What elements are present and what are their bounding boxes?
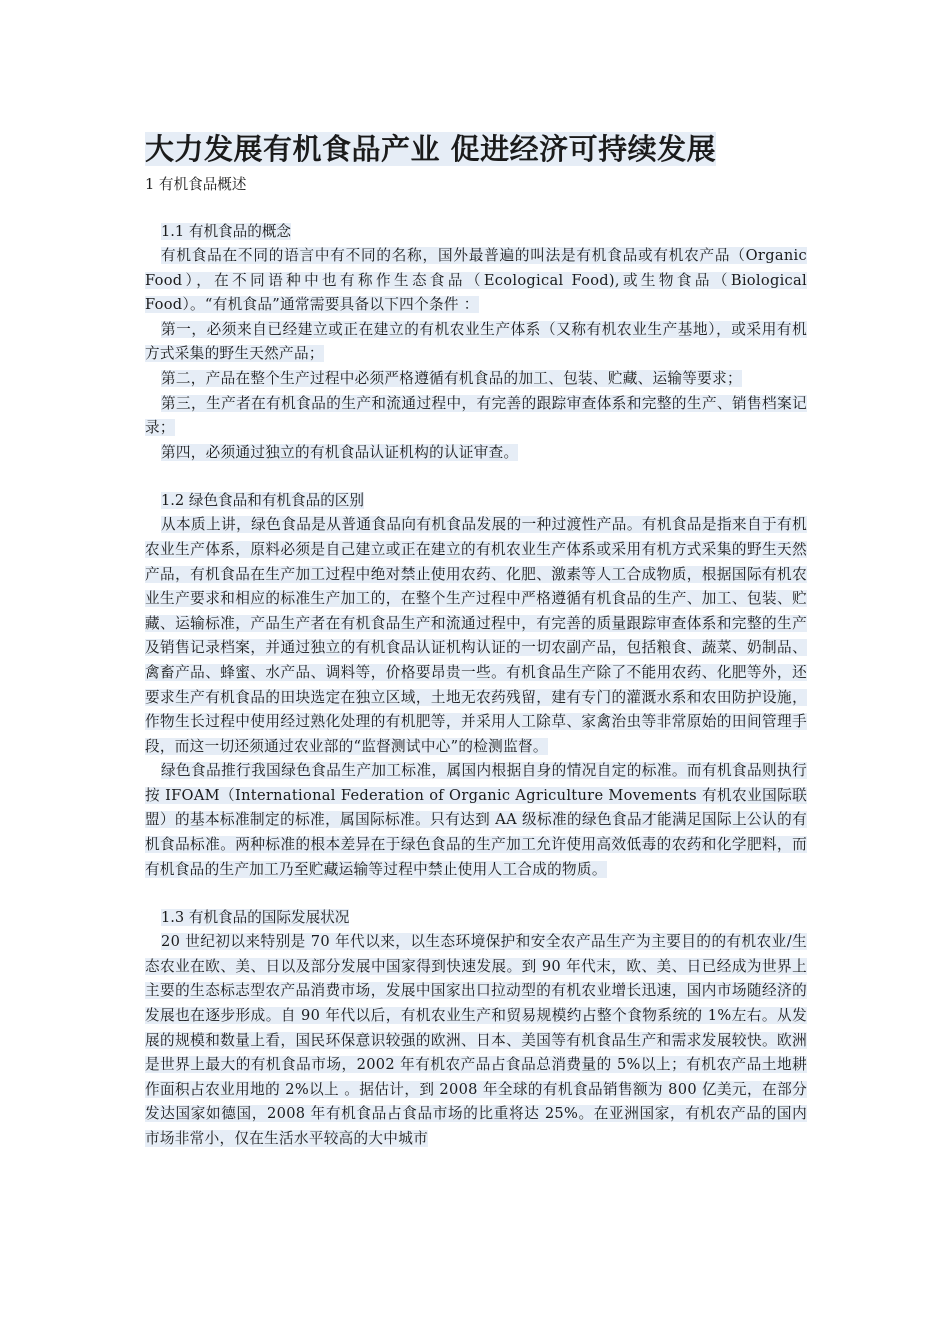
- paragraph-international-status: 20 世纪初以来特别是 70 年代以来，以生态环境保护和安全农产品生产为主要目的的有机农业/生态农业在欧、美、日以及部分发展中国家得到快速发展。到 90 年代末，欧、美、日已经成为世界上主要的生态标志型农产品消费市场，发展中国家出口拉动型的有机农业增长迅速，国内市场随经济的发展也在逐步形成。自 90 年代以后，有机农业生产和贸易规模约占整个食物系统的 1%左右。从发展的规模和数量上看，国民环保意识较强的欧洲、日本、美国等有机食品生产和需求发展较快。欧洲是世界上最大的有机食品市场，2002 年有机农产品占食品总消费量的 5%以上；有机农产品土地耕作面积占农业用地的 2%以上 。据估计，到 2008 年全球的有机食品销售额为 800 亿美元，在部分发达国家如德国，2008 年有机食品占食品市场的比重将达 25%。在亚洲国家，有机农产品的国内市场非常小，仅在生活水平较高的大中城市: [145, 933, 807, 1147]
- paragraph-difference-1: 从本质上讲，绿色食品是从普通食品向有机食品发展的一种过渡性产品。有机食品是指来自于有机农业生产体系，原料必须是自己建立或正在建立的有机农业生产体系或采用有机方式采集的野生天然产品，有机食品在生产加工过程中绝对禁止使用农药、化肥、激素等人工合成物质，根据国际有机农业生产要求和相应的标准生产加工的，在整个生产过程中严格遵循有机食品的生产、加工、包装、贮藏、运输标准，产品生产者在有机食品生产和流通过程中，有完善的质量跟踪审查体系和完整的生产及销售记录档案，并通过独立的有机食品认证机构认证的一切农副产品，包括粮食、蔬菜、奶制品、禽畜产品、蜂蜜、水产品、调料等，价格要昂贵一些。有机食品生产除了不能用农药、化肥等外，还要求生产有机食品的田块选定在独立区域，土地无农药残留，建有专门的灌溉水系和农田防护设施，作物生长过程中使用经过熟化处理的有机肥等，并采用人工除草、家禽治虫等非常原始的田间管理手段，而这一切还须通过农业部的“监督测试中心”的检测监督。: [145, 516, 807, 755]
- document-page: [145, 128, 807, 1152]
- paragraph-condition-4: 第四，必须通过独立的有机食品认证机构的认证审查。: [161, 443, 519, 461]
- paragraph-organic-intro: 有机食品在不同的语言中有不同的名称，国外最普遍的叫法是有机食品或有机农产品（Organic Food），在不同语种中也有称作生态食品（Ecological Food),或生物食品（Biological Food）。“有机食品”通常需要具备以下四个条件 ：: [145, 247, 807, 314]
- section-heading-1-2: 1.2 绿色食品和有机食品的区别: [161, 492, 364, 510]
- section-heading-1-3: 1.3 有机食品的国际发展状况: [161, 909, 350, 927]
- paragraph-condition-3: 第三，生产者在有机食品的生产和流通过程中，有完善的跟踪审查体系和完整的生产、销售档案记录；: [145, 394, 807, 437]
- spacer: [145, 465, 807, 489]
- section-heading-1-1: 1.1 有机食品的概念: [161, 223, 292, 240]
- paragraph-difference-2: 绿色食品推行我国绿色食品生产加工标准，属国内根据自身的情况自定的标准。而有机食品则执行按 IFOAM（International Federation of Organic Agriculture Movements 有机农业国际联盟）的基本标准制定的标准，属国际标准。只有达到 AA 级标准的绿色食品才能满足国际上公认的有机食品标准。两种标准的根本差异在于绿色食品的生产加工允许使用高效低毒的农药和化学肥料，而有机食品的生产加工乃至贮藏运输等过程中禁止使用人工合成的物质。: [145, 762, 807, 878]
- section-heading-1: 1 有机食品概述: [145, 176, 247, 193]
- paragraph-condition-1: 第一，必须来自已经建立或正在建立的有机农业生产体系（又称有机农业生产基地），或采用有机方式采集的野生天然产品；: [145, 320, 807, 363]
- paragraph-condition-2: 第二，产品在整个生产过程中必须严格遵循有机食品的加工、包装、贮藏、运输等要求；: [161, 369, 742, 387]
- spacer: [145, 196, 807, 220]
- spacer: [145, 882, 807, 906]
- document-title: 大力发展有机食品产业 促进经济可持续发展: [145, 132, 717, 166]
